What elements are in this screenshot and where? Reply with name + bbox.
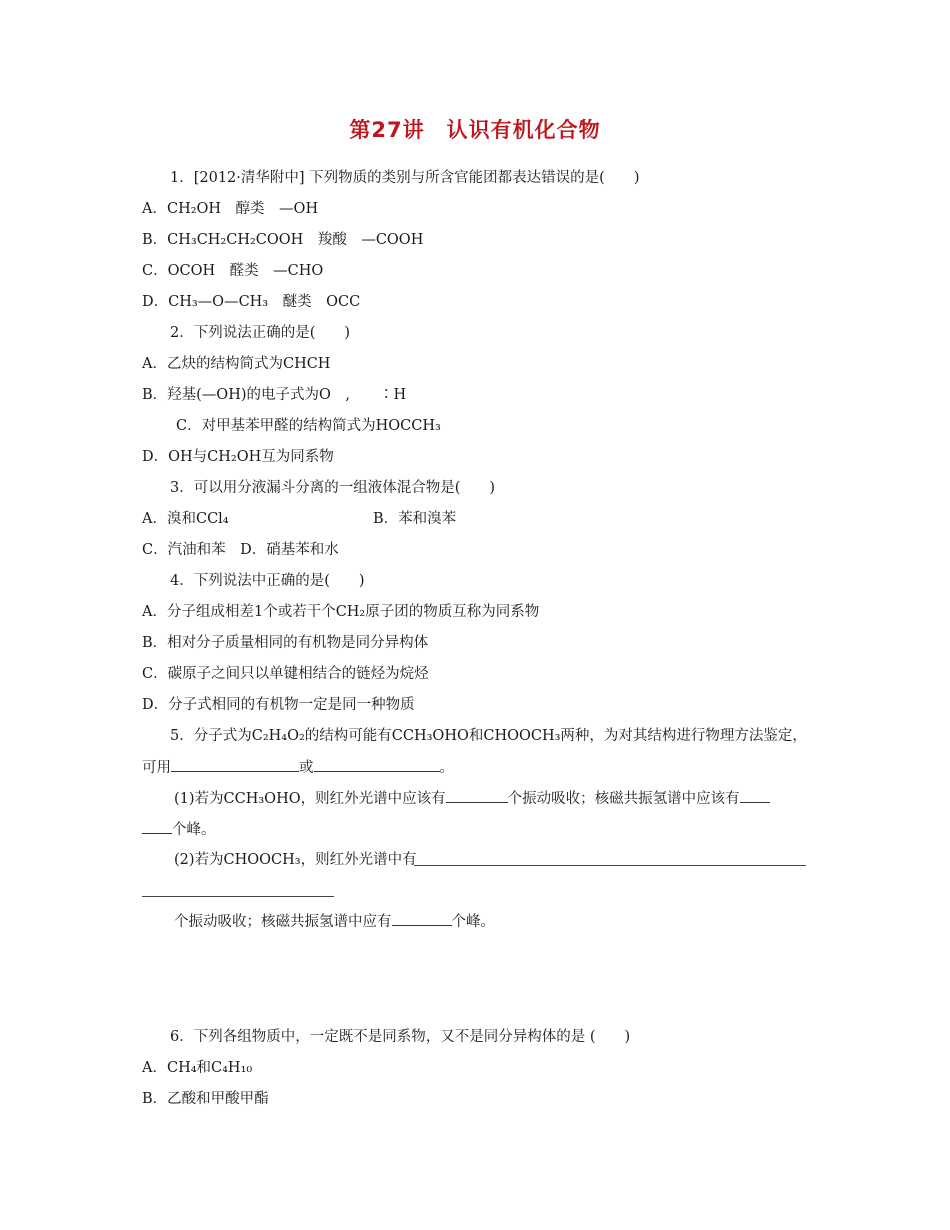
q5-stem2-text-a: 可用 [142, 760, 171, 776]
q5-blank-method1[interactable] [171, 757, 299, 772]
q4-option-b: B．相对分子质量相同的有机物是同分异构体 [142, 635, 429, 651]
q4-option-d: D．分子式相同的有机物一定是同一种物质 [142, 697, 415, 713]
q6-stem: 6．下列各组物质中，一定既不是同系物，又不是同分异构体的是 ( ) [170, 1029, 631, 1045]
q3-option-a: A．溴和CCl₄ [142, 511, 229, 527]
q5-stem2-text-c: 。 [439, 760, 454, 776]
q2-option-a: A．乙炔的结构简式为CHCH [142, 356, 331, 372]
q5-p1-text-b: 个振动吸收；核磁共振氢谱中应该有 [507, 791, 740, 807]
q5-blank-method2[interactable] [314, 757, 440, 772]
q3-options-cd: C．汽油和苯 D．硝基苯和水 [142, 542, 339, 558]
q3-option-b: B．苯和溴苯 [373, 511, 457, 527]
q2-stem: 2．下列说法正确的是( ) [170, 325, 351, 341]
page-title: 第27讲 认识有机化合物 [349, 118, 601, 142]
q5-stem-line2 [142, 757, 454, 778]
q1-option-a: A．CH₂OH 醇类 —OH [142, 201, 319, 217]
q5-p2-blank-nmr[interactable] [392, 911, 452, 926]
q2-option-d: D．OH与CH₂OH互为同系物 [142, 449, 334, 465]
q4-stem: 4．下列说法中正确的是( ) [170, 573, 365, 589]
q5-p1-blank-nmr-a[interactable] [740, 788, 770, 803]
q5-part1-line2 [142, 819, 216, 840]
q6-option-a: A．CH₄和C₄H₁₀ [142, 1060, 253, 1076]
q1-option-d: D．CH₃—O—CH₃ 醚类 OCC [142, 294, 361, 310]
q1-option-c: C．OCOH 醛类 —CHO [142, 263, 324, 279]
q5-stem2-text-b: 或 [299, 760, 314, 776]
q5-p1-blank-nmr-b[interactable] [142, 819, 172, 834]
q4-option-a: A．分子组成相差1个或若干个CH₂原子团的物质互称为同系物 [142, 604, 540, 620]
q5-p1-blank-ir[interactable] [446, 788, 508, 803]
q5-p2-blank-ir-b[interactable] [142, 896, 334, 897]
q5-p1-text-c: 个峰。 [172, 822, 216, 838]
q6-option-b: B．乙酸和甲酸甲酯 [142, 1091, 269, 1107]
q1-option-b: B．CH₃CH₂CH₂COOH 羧酸 —COOH [142, 232, 424, 248]
q1-stem: 1．[2012·清华附中] 下列物质的类别与所含官能团都表达错误的是( ) [170, 170, 640, 186]
q2-option-b: B．羟基(—OH)的电子式为O , ∶H [142, 387, 407, 403]
q5-stem: 5．分子式为C₂H₄O₂的结构可能有CCH₃OHO和CHOOCH₃两种，为对其结构进行物理方法鉴定， [170, 728, 807, 744]
q5-part1-line [174, 788, 770, 809]
q4-option-c: C．碳原子之间只以单键相结合的链烃为烷烃 [142, 666, 429, 682]
q3-stem: 3．可以用分液漏斗分离的一组液体混合物是( ) [170, 480, 496, 496]
q2-option-c: C．对甲基苯甲醛的结构简式为HOCCH₃ [176, 418, 441, 434]
q5-p2-blank-ir-a[interactable] [414, 865, 806, 866]
q5-p2-text-a: (2)若为CHOOCH₃，则红外光谱中有 [174, 852, 417, 868]
q5-p2-tail-text-b: 个峰。 [451, 914, 495, 930]
q5-part2-line [174, 850, 417, 870]
q5-p2-tail-text-a: 个振动吸收；核磁共振氢谱中应有 [174, 914, 392, 930]
q5-p1-text-a: (1)若为CCH₃OHO，则红外光谱中应该有 [174, 791, 446, 807]
q5-part2-tail [174, 911, 495, 932]
